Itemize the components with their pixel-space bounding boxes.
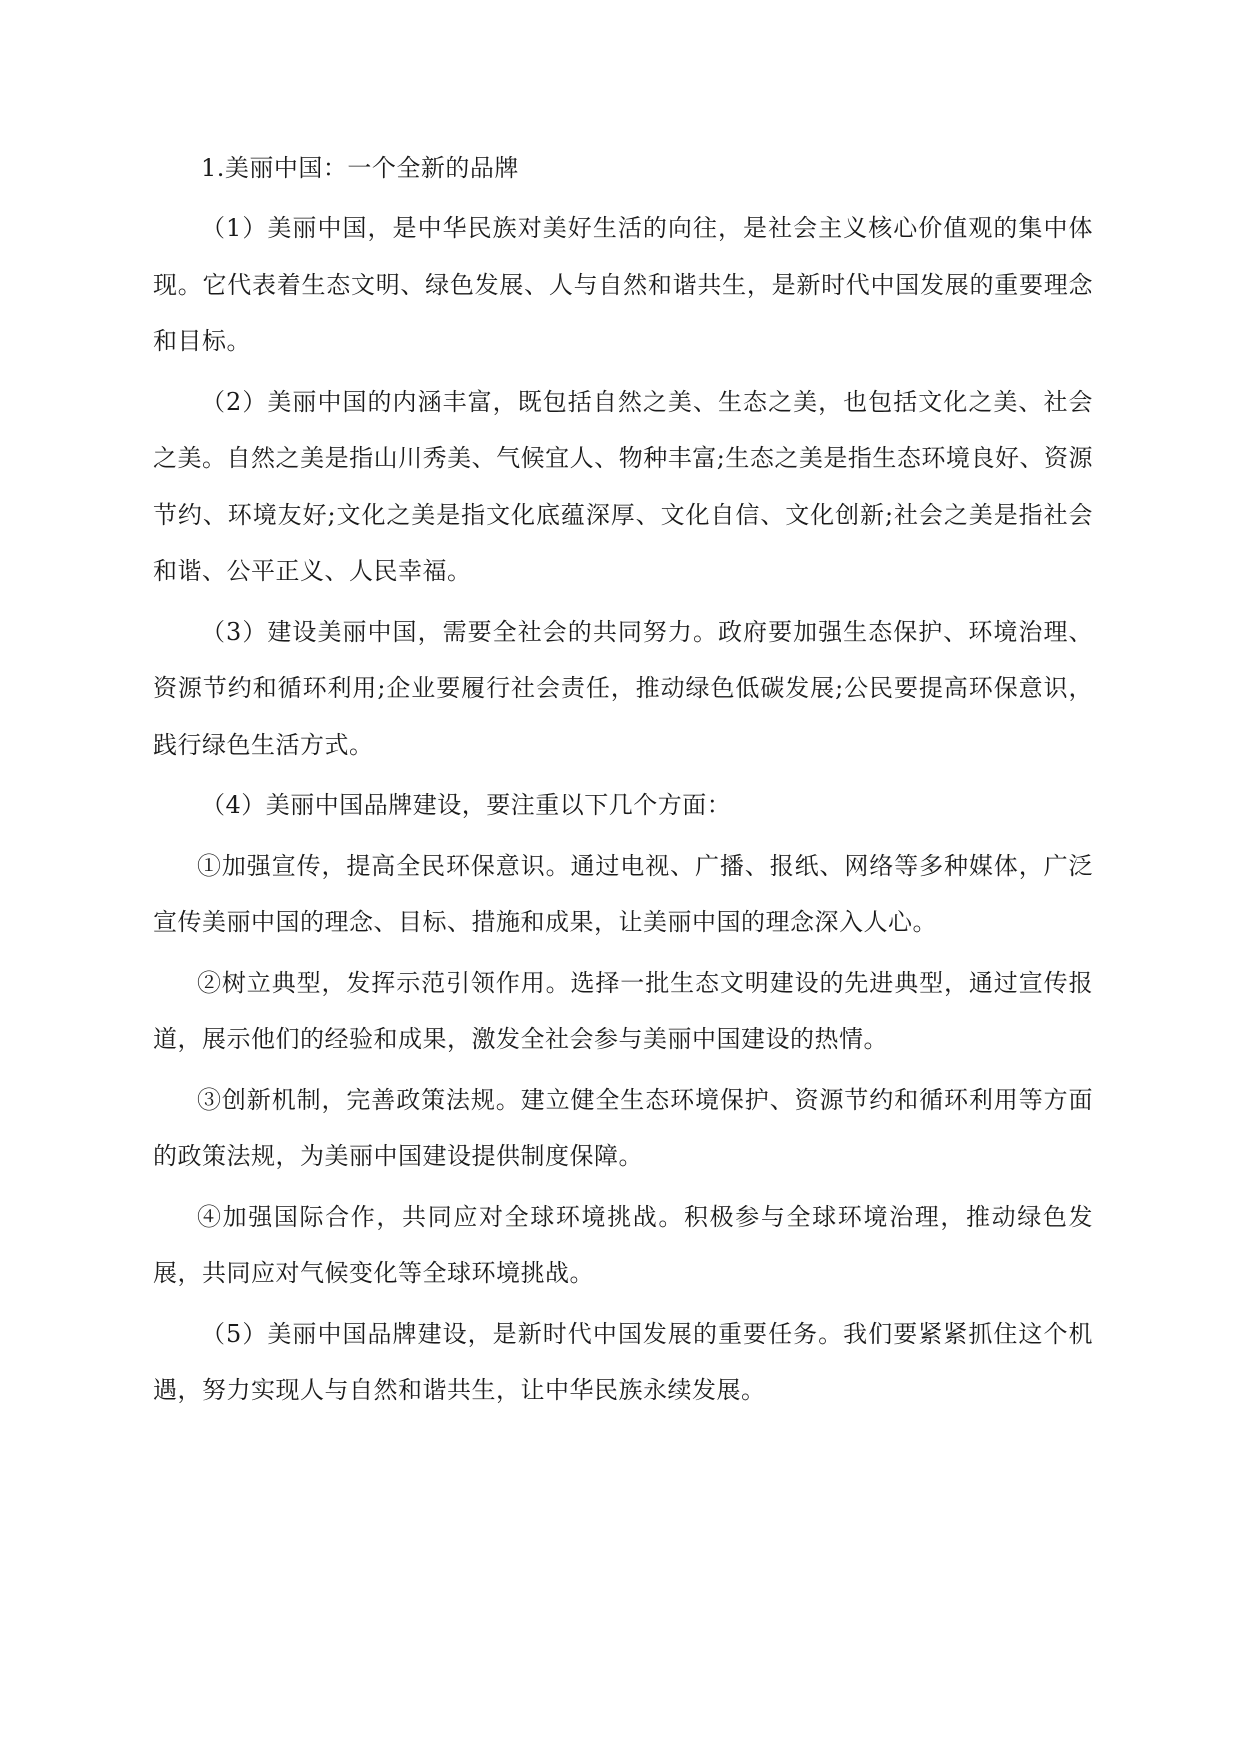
- list-item-2: ②树立典型，发挥示范引领作用。选择一批生态文明建设的先进典型，通过宣传报道，展示他们的经验和成果，激发全社会参与美丽中国建设的热情。: [153, 968, 1093, 1053]
- list-item-3: ③创新机制，完善政策法规。建立健全生态环境保护、资源节约和循环利用等方面的政策法规，为美丽中国建设提供制度保障。: [153, 1085, 1093, 1170]
- section-heading: 1.美丽中国：一个全新的品牌: [201, 154, 519, 182]
- list-item-4: ④加强国际合作，共同应对全球环境挑战。积极参与全球环境治理，推动绿色发展，共同应对气候变化等全球环境挑战。: [153, 1202, 1093, 1287]
- paragraph-4: （4）美丽中国品牌建设，要注重以下几个方面：: [201, 791, 732, 819]
- paragraph-2: （2）美丽中国的内涵丰富，既包括自然之美、生态之美，也包括文化之美、社会之美。自然之美是指山川秀美、气候宜人、物种丰富;生态之美是指生态环境良好、资源节约、环境友好;文化之美是指文化底蕴深厚、文化自信、文化创新;社会之美是指社会和谐、公平正义、人民幸福。: [153, 387, 1093, 585]
- document-page: [153, 140, 1093, 1423]
- paragraph-5: （5）美丽中国品牌建设，是新时代中国发展的重要任务。我们要紧紧抓住这个机遇，努力实现人与自然和谐共生，让中华民族永续发展。: [153, 1319, 1093, 1404]
- list-item-1: ①加强宣传，提高全民环保意识。通过电视、广播、报纸、网络等多种媒体，广泛宣传美丽中国的理念、目标、措施和成果，让美丽中国的理念深入人心。: [153, 851, 1093, 936]
- paragraph-3: （3）建设美丽中国，需要全社会的共同努力。政府要加强生态保护、环境治理、资源节约和循环利用;企业要履行社会责任，推动绿色低碳发展;公民要提高环保意识，践行绿色生活方式。: [153, 617, 1093, 759]
- paragraph-1: （1）美丽中国，是中华民族对美好生活的向往，是社会主义核心价值观的集中体现。它代表着生态文明、绿色发展、人与自然和谐共生，是新时代中国发展的重要理念和目标。: [153, 214, 1093, 355]
